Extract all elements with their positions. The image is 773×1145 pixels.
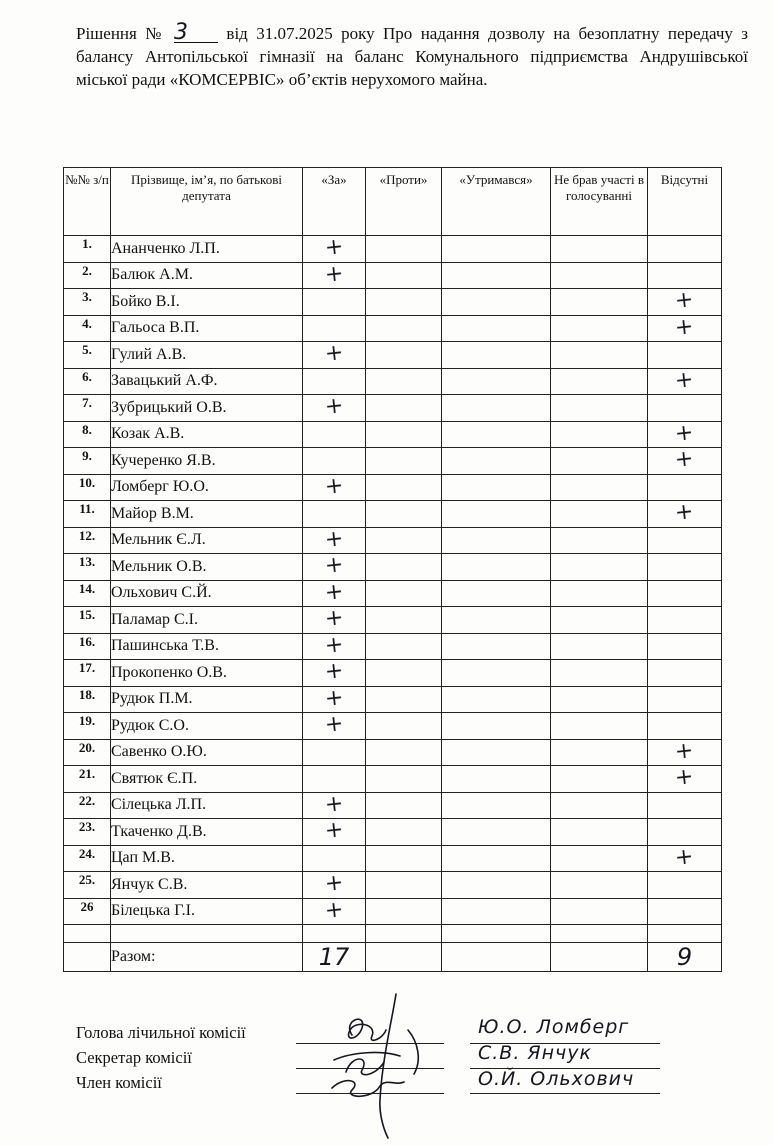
col-header-za: «За» [303, 168, 366, 236]
vote-cell-absent [648, 315, 722, 342]
vote-cell-proty [366, 739, 442, 766]
signature-name-secretary: С.В. Янчук [478, 1042, 592, 1064]
vote-cell-utrymavsia [442, 262, 551, 289]
vote-cell-ne-brav [551, 448, 648, 475]
vote-cell-ne-brav [551, 792, 648, 819]
table-row [64, 766, 722, 793]
row-number: 21. [64, 766, 111, 793]
vote-cell-utrymavsia [442, 342, 551, 369]
vote-cell-absent [648, 845, 722, 872]
col-header-vidsutni: Відсутні [648, 168, 722, 236]
vote-cell-ne-brav [551, 315, 648, 342]
vote-cell-absent [648, 501, 722, 528]
vote-mark: + [323, 631, 345, 659]
row-number: 9. [64, 448, 111, 475]
vote-cell-ne-brav [551, 342, 648, 369]
vote-cell-absent [648, 713, 722, 740]
vote-cell-utrymavsia [442, 554, 551, 581]
vote-cell-proty [366, 395, 442, 422]
table-row [64, 315, 722, 342]
vote-cell-proty [366, 686, 442, 713]
vote-cell-absent [648, 368, 722, 395]
vote-cell-za [303, 368, 366, 395]
row-number: 6. [64, 368, 111, 395]
vote-cell-proty [366, 660, 442, 687]
vote-cell-za [303, 527, 366, 554]
vote-mark: + [323, 393, 345, 421]
vote-cell-utrymavsia [442, 580, 551, 607]
deputy-name: Майор В.М. [111, 501, 303, 528]
col-header-number: №№ з/п [64, 168, 111, 236]
table-row [64, 421, 722, 448]
table-row [64, 236, 722, 263]
vote-cell-utrymavsia [442, 686, 551, 713]
vote-cell-utrymavsia [442, 501, 551, 528]
table-row [64, 872, 722, 899]
table-row [64, 395, 722, 422]
vote-cell-za [303, 819, 366, 846]
vote-mark: + [323, 525, 345, 553]
vote-cell-absent [648, 792, 722, 819]
vote-cell-za [303, 633, 366, 660]
vote-cell-za [303, 872, 366, 899]
deputy-name: Ломберг Ю.О. [111, 474, 303, 501]
deputy-name: Балюк А.М. [111, 262, 303, 289]
deputy-name: Мельник Є.Л. [111, 527, 303, 554]
vote-cell-proty [366, 315, 442, 342]
decision-title: від 31.07.2025 року Про надання дозволу на безоплатну передачу з балансу Антопільської гімназії на баланс Комунального підприємства Андрушівської міської ради «КОМСЕРВІС» об’єктів нерухомого майна. [76, 24, 748, 89]
row-number: 3. [64, 289, 111, 316]
vote-cell-ne-brav [551, 819, 648, 846]
vote-cell-ne-brav [551, 289, 648, 316]
row-number: 11. [64, 501, 111, 528]
vote-mark: + [323, 552, 345, 580]
vote-cell-utrymavsia [442, 368, 551, 395]
vote-cell-utrymavsia [442, 819, 551, 846]
vote-cell-utrymavsia [442, 421, 551, 448]
row-number: 10. [64, 474, 111, 501]
table-row [64, 713, 722, 740]
vote-cell-absent [648, 607, 722, 634]
vote-mark: + [323, 605, 345, 633]
vote-cell-absent [648, 766, 722, 793]
vote-cell-absent [648, 262, 722, 289]
vote-cell-absent [648, 474, 722, 501]
deputy-name: Прокопенко О.В. [111, 660, 303, 687]
vote-cell-proty [366, 792, 442, 819]
vote-cell-utrymavsia [442, 315, 551, 342]
table-row [64, 289, 722, 316]
vote-mark: + [673, 287, 695, 315]
vote-cell-ne-brav [551, 236, 648, 263]
deputy-name: Бойко В.І. [111, 289, 303, 316]
vote-cell-proty [366, 872, 442, 899]
col-header-utrymavsia: «Утримався» [442, 168, 551, 236]
vote-cell-proty [366, 474, 442, 501]
vote-cell-ne-brav [551, 527, 648, 554]
vote-cell-absent [648, 580, 722, 607]
vote-cell-proty [366, 342, 442, 369]
table-row [64, 819, 722, 846]
vote-cell-ne-brav [551, 262, 648, 289]
signature-line [470, 1093, 660, 1094]
row-number: 17. [64, 660, 111, 687]
row-number: 4. [64, 315, 111, 342]
table-row [64, 607, 722, 634]
signature-role-secretary: Секретар комісії [76, 1048, 192, 1067]
table-row [64, 342, 722, 369]
deputy-name: Мельник О.В. [111, 554, 303, 581]
voting-table [63, 167, 722, 972]
table-row [64, 898, 722, 925]
vote-cell-proty [366, 448, 442, 475]
row-number: 8. [64, 421, 111, 448]
vote-mark: + [323, 658, 345, 686]
vote-cell-ne-brav [551, 660, 648, 687]
row-number: 26 [64, 898, 111, 925]
vote-cell-absent [648, 660, 722, 687]
vote-cell-utrymavsia [442, 395, 551, 422]
vote-cell-za [303, 236, 366, 263]
vote-mark: + [673, 764, 695, 792]
vote-mark: + [673, 446, 695, 474]
vote-cell-proty [366, 766, 442, 793]
deputy-name: Кучеренко Я.В. [111, 448, 303, 475]
vote-mark: + [673, 419, 695, 447]
vote-cell-za [303, 607, 366, 634]
vote-cell-za [303, 448, 366, 475]
vote-cell-za [303, 660, 366, 687]
vote-cell-utrymavsia [442, 872, 551, 899]
decision-header [76, 22, 748, 91]
vote-cell-ne-brav [551, 898, 648, 925]
row-number: 19. [64, 713, 111, 740]
vote-mark: + [673, 737, 695, 765]
table-row [64, 527, 722, 554]
deputy-name: Святюк Є.П. [111, 766, 303, 793]
table-row [64, 501, 722, 528]
vote-cell-za [303, 342, 366, 369]
vote-mark: + [673, 499, 695, 527]
vote-cell-za [303, 739, 366, 766]
col-header-ne-brav-uchasti: Не брав участі в голосуванні [551, 168, 648, 236]
vote-cell-proty [366, 580, 442, 607]
vote-cell-ne-brav [551, 580, 648, 607]
table-row [64, 633, 722, 660]
vote-cell-ne-brav [551, 421, 648, 448]
vote-cell-absent [648, 819, 722, 846]
vote-cell-utrymavsia [442, 236, 551, 263]
vote-cell-za [303, 395, 366, 422]
vote-cell-absent [648, 686, 722, 713]
deputy-name: Сілецька Л.П. [111, 792, 303, 819]
vote-cell-utrymavsia [442, 448, 551, 475]
vote-cell-za [303, 766, 366, 793]
row-number: 18. [64, 686, 111, 713]
vote-cell-proty [366, 527, 442, 554]
row-number: 12. [64, 527, 111, 554]
vote-cell-utrymavsia [442, 739, 551, 766]
vote-mark: + [323, 260, 345, 288]
total-absent: 9 [676, 943, 693, 971]
col-header-proty: «Проти» [366, 168, 442, 236]
table-header-row [64, 168, 722, 236]
vote-cell-utrymavsia [442, 527, 551, 554]
vote-cell-ne-brav [551, 474, 648, 501]
vote-cell-proty [366, 633, 442, 660]
vote-cell-absent [648, 739, 722, 766]
vote-cell-proty [366, 819, 442, 846]
vote-cell-utrymavsia [442, 607, 551, 634]
vote-cell-za [303, 554, 366, 581]
vote-mark: + [323, 870, 345, 898]
table-row [64, 474, 722, 501]
row-number: 7. [64, 395, 111, 422]
vote-cell-za [303, 262, 366, 289]
vote-cell-za [303, 474, 366, 501]
vote-mark: + [323, 340, 345, 368]
row-number: 25. [64, 872, 111, 899]
deputy-name: Паламар С.І. [111, 607, 303, 634]
signature-name-member: О.Й. Ольхович [478, 1068, 635, 1090]
deputy-name: Рудюк П.М. [111, 686, 303, 713]
row-number: 15. [64, 607, 111, 634]
vote-cell-proty [366, 713, 442, 740]
vote-cell-proty [366, 421, 442, 448]
vote-cell-proty [366, 262, 442, 289]
vote-cell-ne-brav [551, 766, 648, 793]
vote-cell-proty [366, 845, 442, 872]
deputy-name: Гулий А.В. [111, 342, 303, 369]
vote-cell-utrymavsia [442, 766, 551, 793]
deputy-name: Ананченко Л.П. [111, 236, 303, 263]
table-row [64, 660, 722, 687]
vote-cell-proty [366, 607, 442, 634]
total-za: 17 [318, 943, 350, 971]
deputy-name: Зубрицький О.В. [111, 395, 303, 422]
signature-role-chair: Голова лічильної комісії [76, 1023, 246, 1042]
handwritten-signatures-icon [322, 990, 442, 1140]
vote-cell-ne-brav [551, 633, 648, 660]
vote-cell-utrymavsia [442, 633, 551, 660]
deputy-name: Янчук С.В. [111, 872, 303, 899]
vote-mark: + [323, 817, 345, 845]
decision-prefix: Рішення № [76, 24, 166, 43]
vote-cell-za [303, 792, 366, 819]
vote-cell-za [303, 845, 366, 872]
deputy-name: Рудюк С.О. [111, 713, 303, 740]
row-number: 5. [64, 342, 111, 369]
vote-cell-za [303, 501, 366, 528]
vote-cell-utrymavsia [442, 713, 551, 740]
vote-mark: + [673, 366, 695, 394]
row-number: 20. [64, 739, 111, 766]
vote-cell-ne-brav [551, 554, 648, 581]
deputy-name: Завацький А.Ф. [111, 368, 303, 395]
deputy-name: Козак А.В. [111, 421, 303, 448]
table-row [64, 686, 722, 713]
deputy-name: Гальоса В.П. [111, 315, 303, 342]
row-number: 1. [64, 236, 111, 263]
vote-cell-absent [648, 395, 722, 422]
deputy-name: Цап М.В. [111, 845, 303, 872]
vote-mark: + [323, 711, 345, 739]
table-row [64, 368, 722, 395]
vote-cell-absent [648, 236, 722, 263]
vote-cell-ne-brav [551, 845, 648, 872]
deputy-name: Пашинська Т.В. [111, 633, 303, 660]
vote-cell-ne-brav [551, 739, 648, 766]
vote-cell-za [303, 315, 366, 342]
vote-cell-ne-brav [551, 713, 648, 740]
table-row [64, 580, 722, 607]
vote-cell-absent [648, 633, 722, 660]
table-row [64, 739, 722, 766]
vote-cell-absent [648, 527, 722, 554]
vote-cell-ne-brav [551, 607, 648, 634]
vote-cell-proty [366, 368, 442, 395]
vote-cell-absent [648, 448, 722, 475]
vote-cell-absent [648, 554, 722, 581]
vote-cell-za [303, 898, 366, 925]
vote-cell-utrymavsia [442, 289, 551, 316]
vote-cell-za [303, 421, 366, 448]
row-number: 2. [64, 262, 111, 289]
table-row [64, 448, 722, 475]
vote-cell-absent [648, 421, 722, 448]
vote-cell-utrymavsia [442, 792, 551, 819]
deputy-name: Ольхович С.Й. [111, 580, 303, 607]
vote-cell-proty [366, 236, 442, 263]
vote-cell-absent [648, 289, 722, 316]
vote-mark: + [323, 472, 345, 500]
vote-cell-ne-brav [551, 368, 648, 395]
vote-cell-utrymavsia [442, 898, 551, 925]
vote-cell-absent [648, 342, 722, 369]
vote-mark: + [673, 843, 695, 871]
vote-cell-proty [366, 898, 442, 925]
table-row-total [64, 943, 722, 972]
vote-cell-proty [366, 501, 442, 528]
col-header-name: Прізвище, ім’я, по батькові депутата [111, 168, 303, 236]
vote-cell-ne-brav [551, 395, 648, 422]
table-row [64, 845, 722, 872]
vote-cell-proty [366, 554, 442, 581]
row-number: 24. [64, 845, 111, 872]
vote-mark: + [323, 896, 345, 924]
vote-cell-ne-brav [551, 501, 648, 528]
vote-cell-absent [648, 872, 722, 899]
row-number: 22. [64, 792, 111, 819]
vote-cell-absent [648, 898, 722, 925]
vote-cell-za [303, 580, 366, 607]
deputy-name: Ткаченко Д.В. [111, 819, 303, 846]
table-row [64, 262, 722, 289]
vote-cell-utrymavsia [442, 845, 551, 872]
row-number: 16. [64, 633, 111, 660]
vote-mark: + [323, 578, 345, 606]
commission-signatures [76, 1020, 246, 1095]
vote-cell-za [303, 289, 366, 316]
table-row [64, 792, 722, 819]
vote-cell-utrymavsia [442, 474, 551, 501]
vote-cell-proty [366, 289, 442, 316]
table-row [64, 554, 722, 581]
vote-cell-za [303, 686, 366, 713]
vote-cell-za [303, 713, 366, 740]
row-number: 23. [64, 819, 111, 846]
row-number: 14. [64, 580, 111, 607]
deputy-name: Савенко О.Ю. [111, 739, 303, 766]
signature-name-chair: Ю.О. Ломберг [478, 1016, 630, 1038]
vote-mark: + [323, 790, 345, 818]
vote-cell-utrymavsia [442, 660, 551, 687]
vote-mark: + [673, 313, 695, 341]
vote-cell-ne-brav [551, 686, 648, 713]
deputy-name: Білецька Г.І. [111, 898, 303, 925]
row-number: 13. [64, 554, 111, 581]
total-label: Разом: [111, 943, 303, 972]
decision-number: 3 [174, 24, 218, 43]
signature-role-member: Член комісії [76, 1073, 162, 1092]
vote-cell-ne-brav [551, 872, 648, 899]
table-row-empty [64, 925, 722, 943]
vote-mark: + [323, 684, 345, 712]
vote-mark: + [323, 234, 345, 262]
